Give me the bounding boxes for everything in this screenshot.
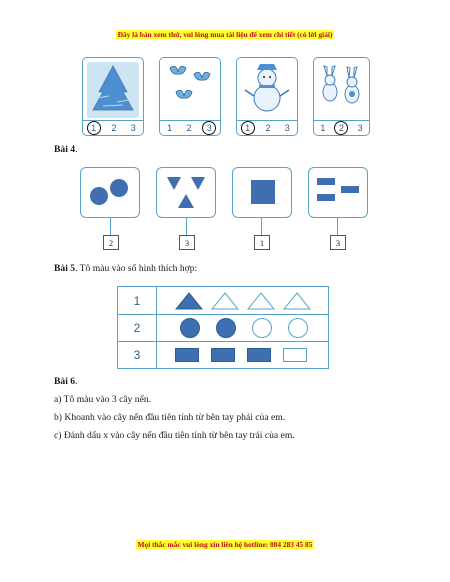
circle-cells	[157, 314, 328, 341]
triangle-cells	[157, 287, 328, 314]
rectangle-filled-icon[interactable]	[175, 348, 199, 362]
shape-card-triangles	[156, 167, 216, 218]
triangle-filled-icon[interactable]	[175, 292, 203, 310]
option-2[interactable]: 2	[186, 123, 192, 133]
triangle-empty-icon[interactable]	[247, 292, 275, 310]
row-label: 2	[118, 314, 157, 341]
count-options	[83, 120, 143, 135]
exercise-5-title: Bài 5	[54, 263, 76, 274]
answer-tag[interactable]: 3	[179, 235, 195, 250]
option-1[interactable]: 1	[167, 123, 173, 133]
rabbits-illustration	[314, 58, 369, 120]
exercise-6-item-c: c) Đánh dấu x vào cây nến đầu tiên tính từ bên tay trái của em.	[54, 430, 295, 441]
option-2[interactable]: 2	[265, 123, 271, 133]
two-circles-icon	[81, 168, 139, 217]
shape-coloring-table	[117, 286, 329, 369]
row-label: 1	[118, 287, 157, 314]
exercise-6-title: Bài 6	[54, 376, 76, 387]
picture-card-tree	[82, 57, 144, 136]
circle-filled-icon[interactable]	[179, 317, 201, 339]
option-2-circled[interactable]: 2	[334, 121, 348, 135]
picture-card-rabbits	[313, 57, 370, 136]
snowman-illustration	[237, 58, 297, 120]
triangle-empty-icon[interactable]	[283, 292, 311, 310]
shape-card-rectangles	[308, 167, 368, 218]
connector-line	[337, 217, 338, 235]
option-2[interactable]: 2	[111, 123, 117, 133]
answer-tag[interactable]: 2	[103, 235, 119, 250]
exercise-6-item-b: b) Khoanh vào cây nến đầu tiên tính từ bên tay phải của em.	[54, 412, 286, 423]
connector-line	[186, 217, 187, 235]
table-row	[118, 341, 328, 368]
option-3[interactable]: 3	[284, 123, 290, 133]
exercise-4-title-suffix: .	[75, 144, 78, 155]
answer-tag[interactable]: 1	[254, 235, 270, 250]
three-rectangles-icon	[309, 168, 367, 217]
circle-empty-icon[interactable]	[251, 317, 273, 339]
rectangle-filled-icon[interactable]	[247, 348, 271, 362]
triangle-empty-icon[interactable]	[211, 292, 239, 310]
option-3[interactable]: 3	[357, 123, 363, 133]
circle-filled-icon[interactable]	[215, 317, 237, 339]
option-3-circled[interactable]: 3	[202, 121, 216, 135]
rectangle-empty-icon[interactable]	[283, 348, 307, 362]
table-row	[118, 314, 328, 342]
connector-line	[261, 217, 262, 235]
exercise-5-instruction: . Tô màu vào số hình thích hợp:	[75, 263, 198, 274]
exercise-6-item-a: a) Tô màu vào 3 cây nến.	[54, 394, 152, 405]
count-options	[314, 120, 369, 135]
picture-card-butterflies	[159, 57, 221, 136]
circle-empty-icon[interactable]	[287, 317, 309, 339]
option-1[interactable]: 1	[320, 123, 326, 133]
table-row	[118, 287, 328, 315]
hotline-banner: Mọi thắc mắc vui lòng xin liên hệ hotline: 084 283 45 85	[137, 540, 313, 549]
exercise-4-title: Bài 4	[54, 144, 76, 155]
option-3[interactable]: 3	[130, 123, 136, 133]
row-label: 3	[118, 341, 157, 368]
shape-card-circles	[80, 167, 140, 218]
rectangle-filled-icon[interactable]	[211, 348, 235, 362]
rectangle-cells	[157, 341, 328, 368]
picture-card-snowman	[236, 57, 298, 136]
tree-illustration	[83, 58, 143, 120]
exercise-6-title-suffix: .	[75, 376, 78, 387]
butterflies-illustration	[160, 58, 220, 120]
option-1-circled[interactable]: 1	[241, 121, 255, 135]
exercise-4-heading	[54, 144, 77, 156]
shape-card-square	[232, 167, 292, 218]
option-1-circled[interactable]: 1	[87, 121, 101, 135]
answer-tag[interactable]: 3	[330, 235, 346, 250]
count-options	[160, 120, 220, 135]
three-triangles-icon	[157, 168, 215, 217]
exercise-6-heading	[54, 376, 77, 388]
connector-line	[110, 217, 111, 235]
square-icon	[233, 168, 291, 217]
exercise-5-heading	[54, 263, 197, 275]
preview-notice-banner: Đây là bản xem thử, vui lòng mua tài liệu để xem chi tiết (có lời giải)	[117, 30, 333, 39]
count-options	[237, 120, 297, 135]
